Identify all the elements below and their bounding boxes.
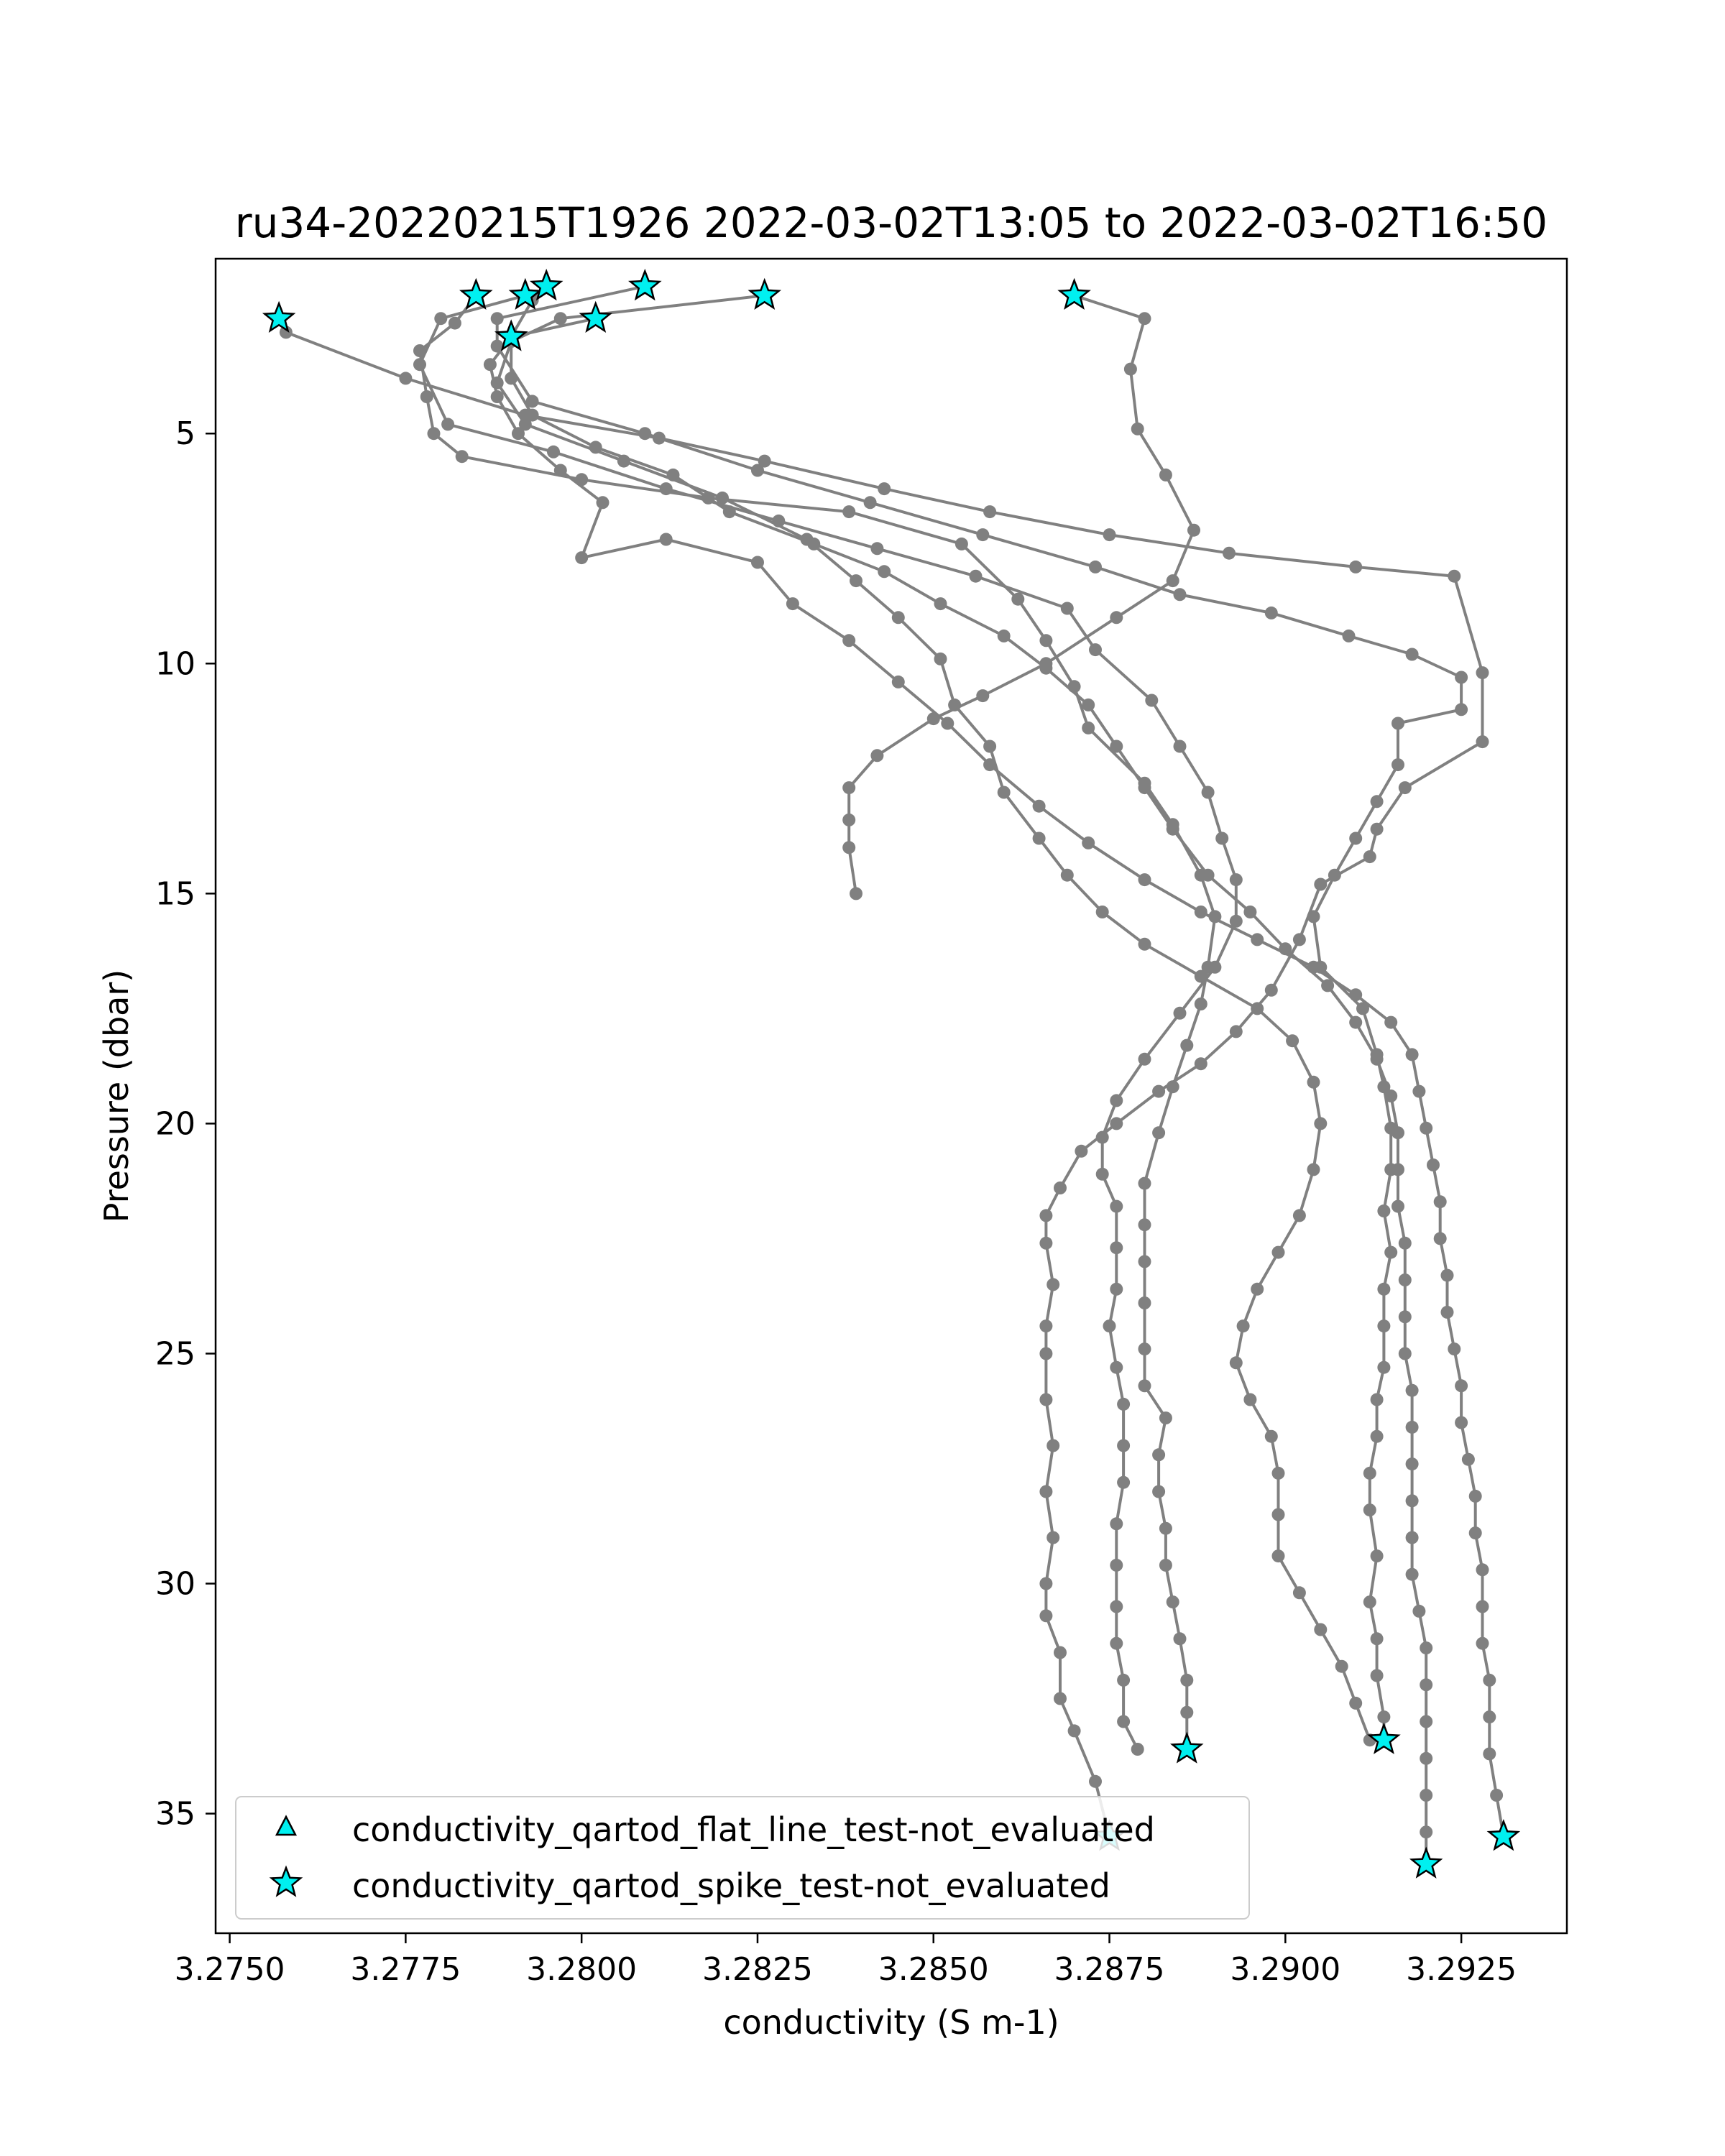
x-tick-label: 3.2900: [1230, 1951, 1341, 1988]
data-point: [934, 597, 947, 610]
data-point: [491, 390, 504, 403]
chart-title: ru34-20220215T1926 2022-03-02T13:05 to 2022-03-02T16:50: [234, 198, 1548, 247]
data-point: [1434, 1232, 1447, 1245]
data-point: [1349, 988, 1362, 1001]
data-point: [870, 749, 883, 762]
data-point: [807, 538, 820, 550]
data-point: [1046, 1439, 1059, 1452]
data-point: [1138, 873, 1151, 886]
data-point: [955, 538, 968, 550]
data-point: [1363, 1503, 1376, 1516]
data-point: [1455, 703, 1468, 716]
data-point: [667, 469, 680, 482]
x-tick-label: 3.2875: [1054, 1951, 1165, 1988]
data-point: [1441, 1269, 1454, 1282]
data-point: [1371, 1669, 1384, 1682]
data-point: [1082, 722, 1095, 734]
data-point: [1159, 1411, 1172, 1424]
data-point: [1039, 634, 1052, 647]
data-point: [1406, 1494, 1419, 1507]
data-point: [1406, 1457, 1419, 1470]
data-point: [1082, 837, 1095, 849]
data-point: [1167, 823, 1179, 836]
data-point: [1138, 1342, 1151, 1355]
data-point: [1110, 1117, 1123, 1130]
data-point: [1046, 1531, 1059, 1544]
data-point: [1117, 1715, 1130, 1728]
data-point: [1096, 906, 1109, 918]
data-point: [1371, 795, 1384, 808]
data-point: [526, 409, 539, 422]
data-point: [1314, 878, 1327, 891]
data-point: [1167, 1595, 1179, 1608]
data-point: [512, 427, 525, 440]
data-point: [1448, 1342, 1460, 1355]
data-point: [1061, 602, 1074, 615]
data-point: [934, 653, 947, 665]
data-point: [1096, 1168, 1109, 1181]
data-point: [660, 482, 673, 495]
data-point: [983, 740, 996, 753]
data-point: [1483, 1747, 1496, 1760]
data-point: [660, 533, 673, 546]
data-point: [1343, 630, 1356, 642]
data-point: [1363, 1595, 1376, 1608]
data-point: [1223, 547, 1236, 560]
data-point: [1068, 1724, 1081, 1737]
data-point: [1195, 998, 1208, 1010]
data-point: [1406, 648, 1419, 661]
data-point: [1377, 1204, 1390, 1217]
data-point: [1265, 607, 1278, 619]
data-point: [1110, 611, 1123, 624]
data-point: [1046, 1278, 1059, 1291]
data-point: [1110, 1361, 1123, 1374]
data-point: [1307, 961, 1320, 974]
data-point: [1392, 1126, 1404, 1139]
data-point: [1420, 1825, 1432, 1838]
data-point: [1377, 1319, 1390, 1332]
data-point: [1202, 869, 1215, 882]
data-point: [1420, 1789, 1432, 1802]
data-point: [1314, 1117, 1327, 1130]
legend-label-spike: conductivity_qartod_spike_test-not_evaluated: [352, 1866, 1110, 1905]
data-point: [1152, 1126, 1165, 1139]
data-point: [1272, 1549, 1285, 1562]
data-point: [1152, 1448, 1165, 1461]
data-point: [1293, 1209, 1306, 1222]
data-point: [998, 786, 1011, 799]
data-point: [597, 496, 610, 509]
data-point: [1187, 524, 1200, 537]
data-point: [850, 887, 862, 900]
data-point: [547, 446, 560, 459]
data-point: [1363, 1467, 1376, 1480]
data-point: [1089, 561, 1102, 573]
x-tick-label: 3.2800: [526, 1951, 638, 1988]
data-point: [842, 814, 855, 826]
data-point: [1349, 561, 1362, 573]
data-point: [1054, 1692, 1067, 1705]
data-point: [1476, 1600, 1489, 1613]
data-point: [998, 630, 1011, 642]
data-point: [878, 482, 891, 495]
data-point: [1349, 832, 1362, 845]
data-point: [948, 699, 961, 711]
data-point: [1377, 1283, 1390, 1296]
y-tick-label: 10: [155, 645, 196, 683]
data-point: [1476, 666, 1489, 679]
data-point: [1089, 643, 1102, 656]
data-point: [441, 418, 454, 430]
data-point: [1406, 1531, 1419, 1544]
data-point: [1384, 1016, 1397, 1029]
data-point: [456, 450, 469, 463]
data-point: [1138, 1379, 1151, 1392]
data-point: [850, 574, 862, 587]
data-point: [1124, 363, 1137, 376]
data-point: [1483, 1674, 1496, 1687]
data-point: [1384, 1246, 1397, 1259]
data-point: [1096, 1131, 1109, 1144]
data-point: [554, 312, 567, 325]
data-point: [1307, 910, 1320, 923]
data-point: [1399, 781, 1412, 794]
data-point: [842, 634, 855, 647]
data-point: [1335, 1660, 1348, 1673]
data-point: [1265, 1430, 1278, 1443]
data-point: [1293, 1586, 1306, 1599]
data-point: [1159, 1522, 1172, 1535]
data-point: [1406, 1421, 1419, 1434]
x-tick-label: 3.2850: [878, 1951, 989, 1988]
data-point: [1138, 1296, 1151, 1309]
data-point: [1420, 1122, 1432, 1135]
data-point: [1371, 1393, 1384, 1406]
data-point: [1138, 1218, 1151, 1231]
data-point: [1293, 933, 1306, 946]
data-point: [1307, 1076, 1320, 1089]
data-point: [1208, 961, 1221, 974]
data-point: [1215, 832, 1228, 845]
data-point: [1314, 1623, 1327, 1636]
data-point: [1039, 1609, 1052, 1622]
data-point: [1307, 1163, 1320, 1176]
data-point: [878, 565, 891, 578]
data-point: [1138, 1053, 1151, 1066]
data-point: [1328, 869, 1341, 882]
data-point: [1406, 1568, 1419, 1581]
data-point: [1089, 1775, 1102, 1788]
data-point: [751, 556, 764, 569]
data-point: [1406, 1384, 1419, 1397]
data-point: [1167, 574, 1179, 587]
data-point: [1167, 1080, 1179, 1093]
data-point: [1434, 1195, 1447, 1208]
data-point: [1054, 1181, 1067, 1194]
data-point: [1490, 1789, 1503, 1802]
data-point: [842, 781, 855, 794]
data-point: [1117, 1476, 1130, 1489]
x-tick-label: 3.2750: [174, 1951, 285, 1988]
data-point: [1349, 1697, 1362, 1710]
data-point: [1159, 469, 1172, 482]
data-point: [870, 542, 883, 555]
data-point: [1110, 1283, 1123, 1296]
data-point: [434, 312, 447, 325]
data-point: [892, 676, 905, 688]
data-point: [1110, 1559, 1123, 1572]
data-point: [723, 505, 736, 518]
y-tick-label: 25: [155, 1335, 196, 1373]
data-point: [1174, 588, 1187, 601]
data-point: [1061, 869, 1074, 882]
data-point: [1377, 1710, 1390, 1723]
data-point: [1138, 781, 1151, 794]
data-point: [1138, 938, 1151, 951]
data-point: [1039, 1393, 1052, 1406]
data-point: [1082, 699, 1095, 711]
data-point: [1039, 1348, 1052, 1360]
data-point: [1117, 1398, 1130, 1411]
data-point: [1131, 1743, 1144, 1756]
data-point: [638, 427, 651, 440]
data-point: [1469, 1526, 1482, 1539]
data-point: [1202, 786, 1215, 799]
data-point: [1195, 970, 1208, 983]
data-point: [1145, 694, 1158, 707]
data-point: [1180, 1706, 1193, 1719]
data-point: [892, 611, 905, 624]
data-point: [1110, 1241, 1123, 1254]
data-point: [1384, 1089, 1397, 1102]
data-point: [1392, 717, 1404, 730]
data-point: [1110, 1517, 1123, 1530]
data-point: [1011, 593, 1024, 606]
data-point: [1159, 1559, 1172, 1572]
data-point: [976, 528, 989, 541]
data-point: [1371, 1632, 1384, 1645]
data-point: [1371, 1430, 1384, 1443]
data-point: [554, 464, 567, 477]
legend-label-flat-line: conductivity_qartod_flat_line_test-not_evaluated: [352, 1810, 1155, 1849]
data-point: [1138, 1177, 1151, 1190]
legend: [236, 1797, 1249, 1919]
data-point: [983, 505, 996, 518]
data-point: [786, 597, 799, 610]
data-point: [1441, 1306, 1454, 1319]
data-point: [1117, 1439, 1130, 1452]
data-point: [1420, 1715, 1432, 1728]
data-point: [575, 551, 588, 564]
data-point: [448, 317, 461, 330]
data-point: [1230, 1356, 1243, 1369]
data-point: [1455, 1416, 1468, 1429]
y-axis-label: Pressure (dbar): [97, 969, 136, 1223]
data-point: [842, 505, 855, 518]
data-point: [1110, 1637, 1123, 1650]
data-point: [1110, 1600, 1123, 1613]
data-point: [1195, 906, 1208, 918]
data-point: [1412, 1605, 1425, 1618]
data-point: [1448, 570, 1460, 583]
data-point: [941, 717, 954, 730]
data-point: [1152, 1085, 1165, 1098]
data-point: [1251, 1283, 1264, 1296]
data-point: [1392, 758, 1404, 771]
data-point: [1476, 1637, 1489, 1650]
data-point: [1039, 1209, 1052, 1222]
data-point: [1243, 906, 1256, 918]
data-point: [1469, 1490, 1482, 1503]
x-axis-label: conductivity (S m-1): [723, 2003, 1059, 2042]
data-point: [428, 427, 441, 440]
data-point: [1110, 1200, 1123, 1213]
data-point: [1138, 312, 1151, 325]
data-point: [1251, 1002, 1264, 1015]
data-point: [1174, 1007, 1187, 1020]
data-point: [484, 358, 497, 371]
data-point: [842, 841, 855, 854]
y-tick-label: 20: [155, 1105, 196, 1143]
data-point: [1075, 1145, 1087, 1158]
data-point: [1371, 1549, 1384, 1562]
x-tick-label: 3.2775: [350, 1951, 461, 1988]
x-tick-label: 3.2925: [1406, 1951, 1517, 1988]
data-point: [1039, 1237, 1052, 1250]
data-point: [1427, 1158, 1440, 1171]
data-point: [1476, 1563, 1489, 1576]
data-point: [1272, 1246, 1285, 1259]
data-point: [1286, 1034, 1299, 1047]
data-point: [1455, 671, 1468, 684]
data-point: [1272, 1467, 1285, 1480]
data-point: [1412, 1085, 1425, 1098]
data-point: [1174, 740, 1187, 753]
data-point: [1392, 1200, 1404, 1213]
data-point: [1237, 1319, 1250, 1332]
data-point: [1399, 1348, 1412, 1360]
data-point: [1131, 423, 1144, 436]
y-tick-label: 35: [155, 1795, 196, 1833]
data-point: [1039, 1577, 1052, 1590]
data-point: [1392, 1163, 1404, 1176]
data-point: [1349, 1016, 1362, 1029]
data-point: [751, 464, 764, 477]
data-point: [1138, 1255, 1151, 1268]
data-point: [1265, 984, 1278, 997]
data-point: [1371, 1053, 1384, 1066]
data-point: [1180, 1039, 1193, 1052]
data-point: [413, 358, 426, 371]
data-point: [1476, 735, 1489, 748]
data-point: [1483, 1710, 1496, 1723]
data-point: [1033, 800, 1046, 813]
data-point: [1117, 1674, 1130, 1687]
data-point: [1243, 1393, 1256, 1406]
data-point: [399, 372, 412, 384]
data-point: [1363, 850, 1376, 863]
data-point: [1420, 1641, 1432, 1654]
data-point: [1054, 1646, 1067, 1659]
data-point: [1180, 1674, 1193, 1687]
data-point: [589, 441, 602, 453]
data-point: [983, 758, 996, 771]
data-point: [1110, 1094, 1123, 1107]
data-point: [1174, 1632, 1187, 1645]
data-point: [1103, 528, 1116, 541]
data-point: [970, 570, 983, 583]
y-tick-label: 15: [155, 875, 196, 913]
data-point: [1462, 1453, 1475, 1466]
data-point: [1399, 1310, 1412, 1323]
data-point: [1406, 1048, 1419, 1061]
data-point: [864, 496, 877, 509]
data-point: [976, 689, 989, 702]
data-point: [1420, 1752, 1432, 1765]
data-point: [1377, 1361, 1390, 1374]
data-point: [1371, 823, 1384, 836]
data-point: [1230, 873, 1243, 886]
y-tick-label: 30: [155, 1565, 196, 1603]
data-point: [1455, 1379, 1468, 1392]
data-point: [1195, 1057, 1208, 1070]
data-point: [505, 372, 518, 384]
data-point: [1399, 1237, 1412, 1250]
data-point: [1272, 1508, 1285, 1521]
data-point: [491, 312, 504, 325]
data-point: [1230, 1025, 1243, 1038]
data-point: [1110, 740, 1123, 753]
data-point: [1399, 1273, 1412, 1286]
data-point: [1420, 1678, 1432, 1691]
data-point: [1152, 1485, 1165, 1498]
data-point: [1251, 933, 1264, 946]
data-point: [1039, 1319, 1052, 1332]
x-tick-label: 3.2825: [702, 1951, 813, 1988]
y-tick-label: 5: [175, 415, 196, 453]
data-point: [1039, 1485, 1052, 1498]
data-point: [1039, 662, 1052, 675]
data-point: [1103, 1319, 1116, 1332]
data-point: [1033, 832, 1046, 845]
